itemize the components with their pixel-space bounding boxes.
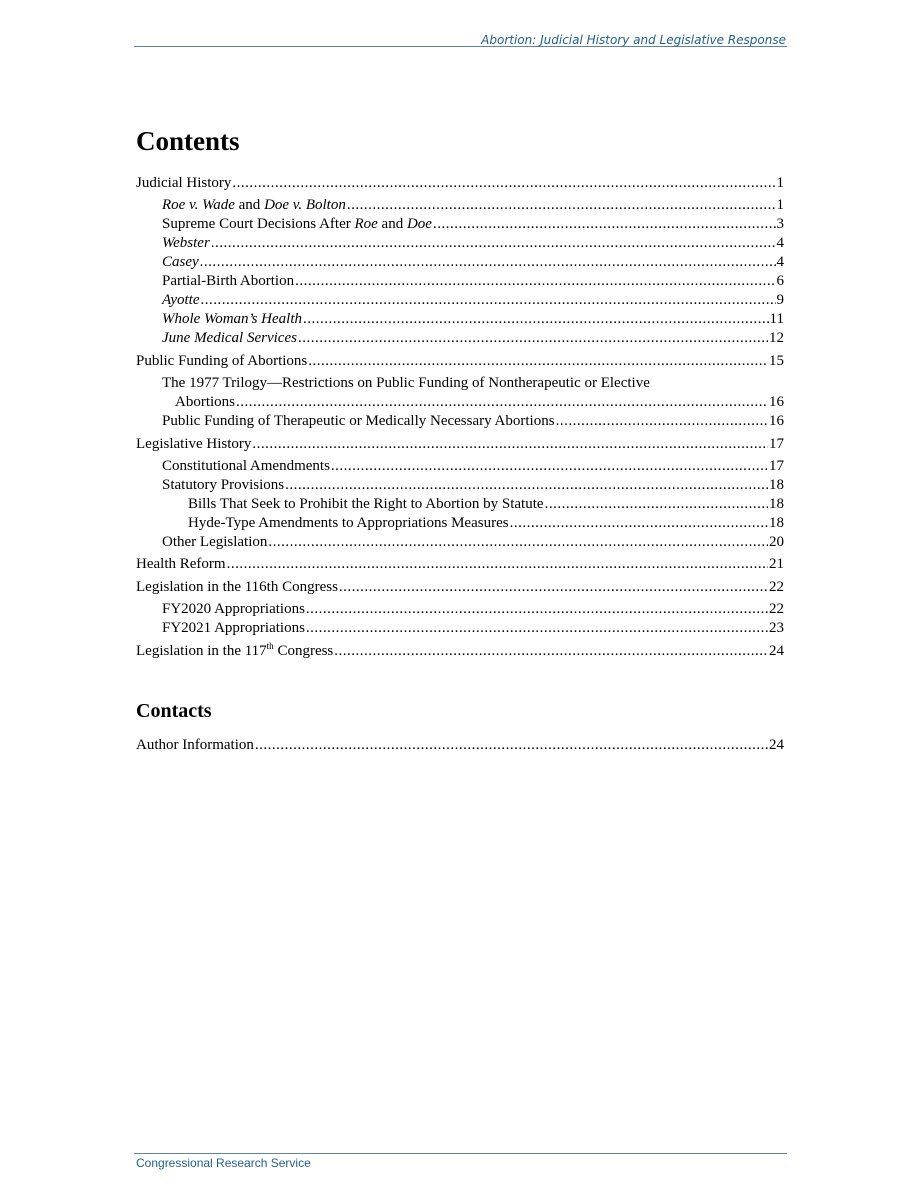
toc-entry-label: Hyde-Type Amendments to Appropriations Measures <box>188 515 509 531</box>
toc-entry[interactable] <box>162 310 784 329</box>
dot-leader <box>510 514 768 532</box>
toc-entry-label: Partial-Birth Abortion <box>162 273 295 289</box>
toc-entry-label: Whole Woman’s Health <box>162 311 302 327</box>
dot-leader <box>295 272 775 290</box>
toc-entry[interactable] <box>162 215 784 234</box>
toc-entry[interactable] <box>162 533 784 552</box>
toc-entry[interactable] <box>136 642 784 661</box>
toc-entry-page: 4 <box>776 254 784 270</box>
dot-leader <box>255 736 768 754</box>
toc-entry-label: Webster <box>162 235 210 251</box>
toc-entry-label: FY2020 Appropriations <box>162 601 305 617</box>
dot-leader <box>236 393 768 411</box>
dot-leader <box>200 253 776 271</box>
footer-publisher: Congressional Research Service <box>136 1156 311 1170</box>
toc-entry[interactable] <box>162 619 784 638</box>
toc-entry[interactable] <box>162 476 784 495</box>
dot-leader <box>331 457 768 475</box>
toc-entry-page: 11 <box>769 311 784 327</box>
dot-leader <box>545 495 768 513</box>
toc-entry[interactable] <box>162 412 784 431</box>
toc-entry[interactable] <box>136 174 784 193</box>
toc-entry-page: 4 <box>776 235 784 251</box>
dot-leader <box>306 600 768 618</box>
toc-entry-page: 18 <box>769 515 784 531</box>
dot-leader <box>285 476 768 494</box>
toc-entry-label: Ayotte <box>162 292 200 308</box>
dot-leader <box>347 196 776 214</box>
toc-entry-page: 3 <box>776 216 784 232</box>
dot-leader <box>306 619 768 637</box>
toc-entry-label: FY2021 Appropriations <box>162 620 305 636</box>
toc-entry-label: Legislative History <box>136 436 252 452</box>
toc-entry-page: 24 <box>769 737 784 753</box>
toc-entry-page: 23 <box>769 620 784 636</box>
toc-entry-page: 16 <box>769 394 784 410</box>
toc-entry-label: Public Funding of Abortions <box>136 353 308 369</box>
toc-entry[interactable] <box>162 457 784 476</box>
dot-leader <box>433 215 776 233</box>
toc-entry-label: Other Legislation <box>162 534 268 550</box>
dot-leader <box>232 174 775 192</box>
toc-entry[interactable] <box>175 393 784 412</box>
dot-leader <box>308 352 768 370</box>
dot-leader <box>339 578 768 596</box>
toc-entry[interactable] <box>162 272 784 291</box>
toc-entry-label: Judicial History <box>136 175 232 191</box>
toc-entry[interactable] <box>136 435 784 454</box>
toc-entry-page: 17 <box>769 458 784 474</box>
toc-entry[interactable] <box>162 196 784 215</box>
toc-entry[interactable] <box>162 253 784 272</box>
footer-rule <box>134 1153 787 1154</box>
dot-leader <box>556 412 768 430</box>
toc-entry-page: 17 <box>769 436 784 452</box>
toc-entry-label: Abortions <box>175 394 235 410</box>
toc-entry-page: 18 <box>769 477 784 493</box>
toc-entry-label: Constitutional Amendments <box>162 458 330 474</box>
toc-entry-page: 15 <box>769 353 784 369</box>
toc-entry-label: Bills That Seek to Prohibit the Right to Abortion by Statute <box>188 496 544 512</box>
toc-entry-label: Public Funding of Therapeutic or Medically Necessary Abortions <box>162 413 555 429</box>
toc-entry-page: 21 <box>769 556 784 572</box>
toc-entry-label: Casey <box>162 254 199 270</box>
toc-entry-label: Legislation in the 117th Congress <box>136 641 334 659</box>
toc-entry[interactable] <box>162 329 784 348</box>
toc-entry-label: Author Information <box>136 737 254 753</box>
dot-leader <box>211 234 776 252</box>
toc-entry-page: 22 <box>769 601 784 617</box>
toc-entry[interactable] <box>136 578 784 597</box>
toc-entry-label: Roe v. Wade and Doe v. Bolton <box>162 197 346 213</box>
dot-leader <box>252 435 768 453</box>
dot-leader <box>227 555 768 573</box>
contacts-title: Contacts <box>136 700 212 722</box>
toc-entry-page: 6 <box>776 273 784 289</box>
toc-entry-label: Statutory Provisions <box>162 477 285 493</box>
toc-entry[interactable] <box>136 352 784 371</box>
toc-entry[interactable] <box>188 514 784 533</box>
toc-entry-label: Health Reform <box>136 556 226 572</box>
toc-entry[interactable] <box>136 555 784 574</box>
toc-entry[interactable] <box>188 495 784 514</box>
dot-leader <box>201 291 776 309</box>
toc-entry-page: 1 <box>776 175 784 191</box>
toc-entry-label: Supreme Court Decisions After Roe and Doe <box>162 216 432 232</box>
toc-entry[interactable] <box>162 600 784 619</box>
dot-leader <box>334 642 768 660</box>
toc-entry-page: 9 <box>776 292 784 308</box>
dot-leader <box>298 329 768 347</box>
toc-entry-label: Legislation in the 116th Congress <box>136 579 338 595</box>
toc-entry[interactable] <box>162 234 784 253</box>
toc-entry-page: 24 <box>769 643 784 659</box>
toc-entry[interactable] <box>136 736 784 755</box>
dot-leader <box>303 310 769 328</box>
toc-entry-label[interactable]: The 1977 Trilogy—Restrictions on Public Funding of Nontherapeutic or Elective <box>162 375 650 391</box>
toc-entry-page: 20 <box>769 534 784 550</box>
toc-entry-page: 16 <box>769 413 784 429</box>
toc-entry-page: 1 <box>776 197 784 213</box>
toc-entry-label: June Medical Services <box>162 330 297 346</box>
toc-entry[interactable] <box>162 291 784 310</box>
dot-leader <box>268 533 768 551</box>
toc-entry-page: 12 <box>769 330 784 346</box>
running-title: Abortion: Judicial History and Legislative Response <box>481 33 786 47</box>
contents-title: Contents <box>136 126 240 156</box>
toc-entry-page: 18 <box>769 496 784 512</box>
toc-entry-page: 22 <box>769 579 784 595</box>
